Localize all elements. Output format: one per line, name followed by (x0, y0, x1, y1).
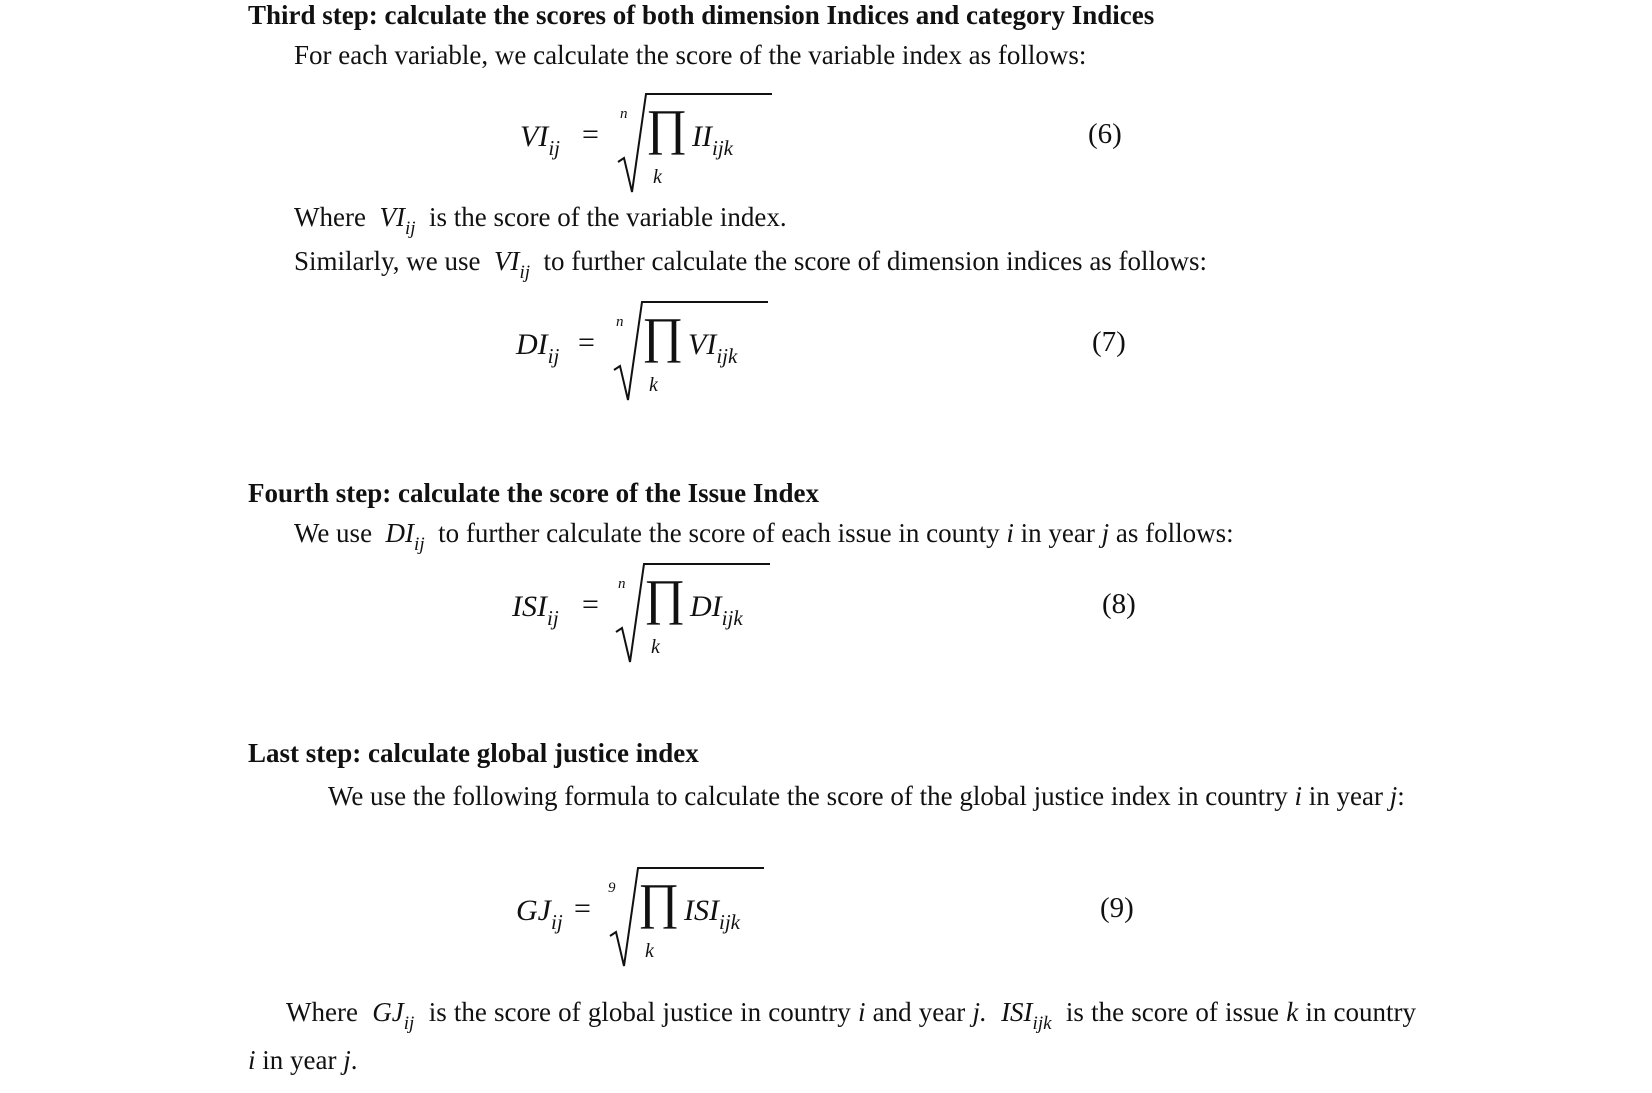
eq8-product-icon: ∏ (644, 569, 686, 625)
equation-9 (516, 866, 1136, 976)
eq9-lhs: $GJ_{ij}$ (516, 894, 563, 934)
eq6-product-sub: k (653, 166, 662, 188)
eq7-product-icon: ∏ (642, 307, 684, 363)
third-step-intro: For each variable, we calculate the score of the variable index as follows: (294, 40, 1087, 70)
eq9-product-sub: k (645, 940, 654, 962)
equation-6 (520, 92, 1140, 202)
eq9-product-icon: ∏ (638, 873, 680, 929)
eq7-root-index: n (616, 314, 624, 330)
third-step-heading: Third step: calculate the scores of both dimension Indices and category Indices (248, 0, 1155, 30)
fourth-step-heading: Fourth step: calculate the score of the Issue Index (248, 478, 819, 508)
eq6-product-icon: ∏ (646, 99, 688, 155)
last-step-heading: Last step: calculate global justice index (248, 738, 699, 768)
eq9-term: $ISI_{ijk}$ (684, 894, 740, 934)
eq8-equals: = (582, 588, 599, 621)
eq6-number: (6) (1088, 118, 1122, 150)
fourth-step-line: We use $DI_{ij}$ to further calculate the score of each issue in county i in year j as follows: (294, 518, 1234, 555)
equation-7 (516, 300, 1136, 410)
eq7-equals: = (578, 326, 595, 359)
eq8-root-index: n (618, 576, 626, 592)
eq6-root-index: n (620, 106, 628, 122)
eq6-equals: = (582, 118, 599, 151)
last-step-paragraph: We use the following formula to calculate the score of the global justice index in country i in year j: (328, 781, 1405, 811)
eq6-lhs: $VI_{ij}$ (520, 120, 560, 160)
eq7-lhs: $DI_{ij}$ (516, 328, 560, 368)
eq8-number: (8) (1102, 588, 1136, 620)
eq8-lhs: $ISI_{ij}$ (512, 590, 559, 630)
eq8-product-sub: k (651, 636, 660, 658)
eq9-root-index: 9 (608, 880, 616, 896)
third-where-line: Where $VI_{ij}$ is the score of the variable index. (294, 202, 787, 239)
eq8-term: $DI_{ijk}$ (690, 590, 743, 630)
eq9-number: (9) (1100, 892, 1134, 924)
last-where-paragraph: Where $GJ_{ij}$ is the score of global justice in country i and year j. $ISI_{ijk}$ is the score of issue k in country i in year j. (248, 997, 1417, 1075)
eq6-term: $II_{ijk}$ (692, 120, 733, 160)
eq7-term: $VI_{ijk}$ (688, 328, 738, 368)
eq7-number: (7) (1092, 326, 1126, 358)
equation-8 (512, 562, 1152, 672)
eq9-equals: = (574, 892, 591, 925)
third-similarly-line: Similarly, we use $VI_{ij}$ to further calculate the score of dimension indices as follows: (294, 246, 1208, 283)
eq7-product-sub: k (649, 374, 658, 396)
